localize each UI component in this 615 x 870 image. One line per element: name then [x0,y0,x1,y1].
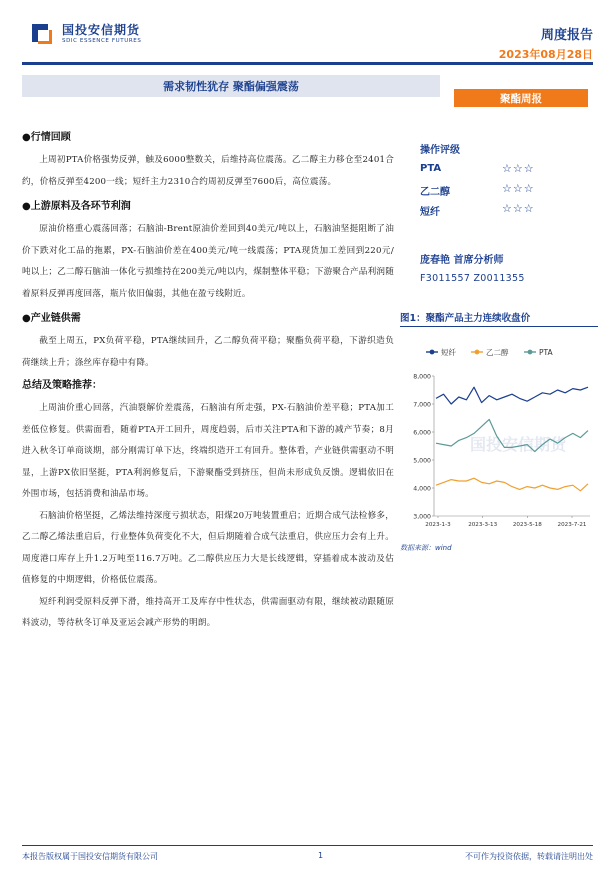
chart-watermark: 国投安信期货 [469,435,567,454]
logo-mark-icon [32,22,56,46]
legend-swatch-dot [475,350,480,355]
rating-row [420,183,580,201]
section-paragraph: 截至上周五，PX负荷平稳，PTA继续回升，乙二醇负荷平稳；聚酯负荷平稳，下游织造负荷继续上升；涤丝库存稳中有降。 [22,336,394,368]
x-tick-label: 2023-1-3 [425,522,451,528]
footer-rule [22,845,593,846]
rating-name: PTA [420,163,442,174]
analyst-name: 庞春艳 首席分析师 [420,255,504,266]
report-title: 需求韧性犹存 聚酯偏强震荡 [163,80,299,93]
category-tag [454,89,588,107]
rating-title: 操作评级 [420,145,460,156]
section-heading: ●上游原料及各环节利润 [22,201,131,212]
rating-name: 乙二醇 [420,187,450,198]
section-paragraph: 石脑油价格坚挺，乙烯法维持深度亏损状态，阳煤20万吨装置重启；近期合成气法检修多，乙二醇乙烯法重启后，行业整体负荷变化不大，但后期随着合成气法重启，供应压力会有上升。周度港口库存上升1.2万吨至116.7万吨。乙二醇供应压力大是长线逻辑，穿插着成本波动及估值修复的中期逻辑，价格低位震荡。 [22,510,394,585]
footer-copyright: 本报告版权属于国投安信期货有限公司 [22,852,158,861]
rating-row [420,203,580,221]
title-bar [22,75,440,97]
legend-swatch-dot [430,350,435,355]
x-tick-label: 2023-5-18 [512,522,542,528]
y-tick-label: 6,000 [413,429,431,437]
main-content [22,126,394,635]
y-tick-label: 5,000 [413,457,431,465]
section-paragraph: 上周初PTA价格强势反弹，触及6000整数关，后维持高位震荡。乙二醇主力移仓至2401合约，价格反弹至4200一线；短纤主力2310合约周初反弹至7600后，高位震荡。 [22,155,394,187]
legend-label: 乙二醇 [486,347,509,357]
logo-text-cn: 国投安信期货 [62,23,141,37]
category-tag-label: 聚酯周报 [500,93,542,105]
figure-title: 图1：聚酯产品主力连续收盘价 [400,313,531,324]
y-tick-label: 8,000 [413,373,431,381]
legend-label: PTA [539,347,553,357]
price-chart [400,340,598,540]
x-tick-label: 2023-3-13 [468,522,498,528]
report-type: 周度报告 [540,28,593,43]
rating-row [420,163,580,181]
company-logo [32,22,141,46]
figure-rule [400,326,598,327]
series-line [436,387,588,404]
y-tick-label: 3,000 [413,513,431,521]
header-rule [22,62,593,65]
star-icon: ☆☆☆ [502,202,535,215]
section-heading: 总结及策略推荐： [22,380,102,391]
y-tick-label: 7,000 [413,401,431,409]
section-paragraph: 原油价格重心震荡回落；石脑油-Brent原油价差回到40美元/吨以上，石脑油坚挺阻断了油价下跌对化工品的拖累，PX-石脑油价差在400美元/吨一线震荡；PTA现货加工差回到220元/吨以上；乙二醇石脑油一体化亏损维持在200美元/吨以内，煤制整体平稳；下游聚合产品利润随着原料反弹再度回落，瓶片依旧偏弱，其他在盈亏线附近。 [22,224,394,299]
price-chart-svg [400,340,598,540]
footer-disclaimer: 不可作为投资依据，转载请注明出处 [465,852,593,861]
logo-text-en: SDIC ESSENCE FUTURES [62,38,142,44]
series-line [436,478,588,491]
legend-swatch-dot [528,350,533,355]
y-tick-label: 4,000 [413,485,431,493]
x-tick-label: 2023-7-21 [557,522,587,528]
star-icon: ☆☆☆ [502,182,535,195]
section-paragraph: 短纤利润受原料反弹下滑，维持高开工及库存中性状态，供需面驱动有限，继续被动跟随原料波动，等待秋冬订单及亚运会减产形势的明朗。 [22,596,394,628]
rating-name: 短纤 [420,207,440,218]
section-heading: ●产业链供需 [22,313,81,324]
data-source: 数据来源：wind [400,544,452,552]
page-number: 1 [318,851,324,860]
report-date: 2023年08月28日 [498,48,593,61]
star-icon: ☆☆☆ [502,162,535,175]
section-paragraph: 上周油价重心回落，汽油裂解价差震荡，石脑油有所走强，PX-石脑油价差平稳；PTA加工差低位修复。供需面看，随着PTA开工回升，周度趋弱，后市关注PTA和下游的减产节奏；8月进入秋冬订单商谈期，部分刚需订单下达，终端织造开工有回升。整体看，产业链供需驱动不明显，上游PX依旧坚挺，PTA利润修复后，下游聚酯受到挤压，但尚未形成负反馈。逻辑依旧在外围市场，包括消费和油品市场。 [22,403,394,499]
analyst-ids: F3011557 Z0011355 [420,273,525,284]
section-heading: ●行情回顾 [22,132,71,143]
legend-label: 短纤 [441,347,456,357]
